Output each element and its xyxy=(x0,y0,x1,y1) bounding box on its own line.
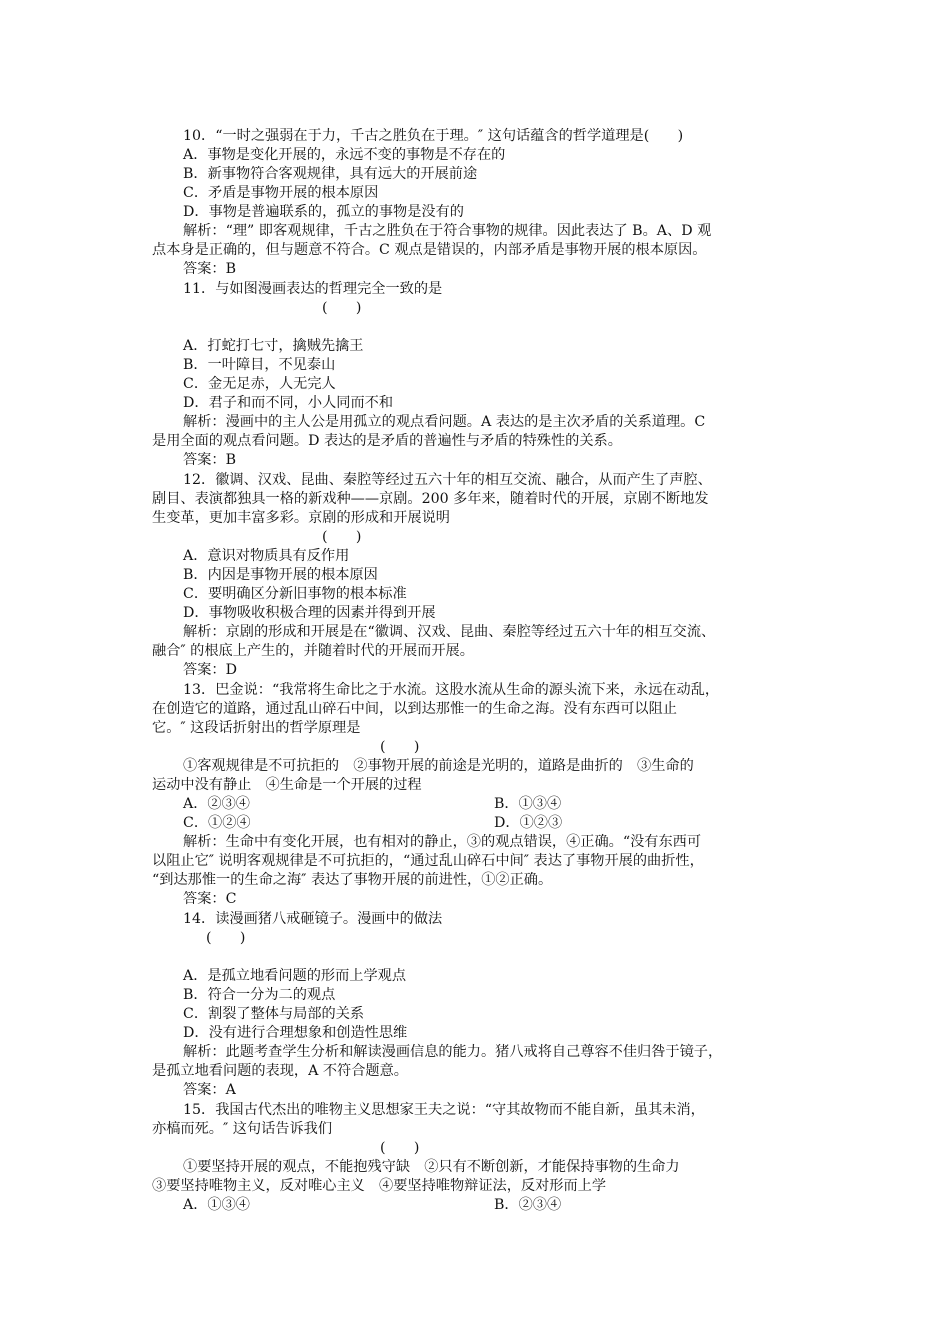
q13-stem-line: 13．巴金说：“我常将生命比之于水流。这股水流从生命的源头流下来，永远在动乱， xyxy=(183,682,720,698)
q13-analysis-line: 解析：生命中有变化开展，也有相对的静止，③的观点错误，④正确。“没有东西可 xyxy=(183,834,702,850)
q11-analysis-line: 是用全面的观点看问题。D 表达的是矛盾的普遍性与矛盾的特殊性的关系。 xyxy=(152,433,622,449)
q13-analysis-line: “到达那惟一的生命之海″ 表达了事物开展的前进性，①②正确。 xyxy=(152,872,553,888)
q15-statement-line: ①要坚持开展的观点，不能抱残守缺 ②只有不断创新，才能保持事物的生命力 xyxy=(183,1159,680,1175)
q15-option-a: A．①③④ xyxy=(183,1197,250,1213)
q11-option-a: A．打蛇打七寸，擒贼先擒王 xyxy=(183,338,364,354)
q12-option-b: B．内因是事物开展的根本原因 xyxy=(183,567,378,583)
q12-option-d: D．事物吸收积极合理的因素并得到开展 xyxy=(183,605,436,621)
q13-answer-paren: ( ) xyxy=(380,739,420,755)
q11-analysis-line: 解析：漫画中的主人公是用孤立的观点看问题。A 表达的是主次矛盾的关系道理。C xyxy=(183,414,706,430)
q15-stem-line: 亦槁而死。″ 这句话告诉我们 xyxy=(152,1121,333,1137)
q14-option-b: B．符合一分为二的观点 xyxy=(183,987,336,1003)
q11-option-c: C．金无足赤，人无完人 xyxy=(183,376,336,392)
q10-option-b: B．新事物符合客观规律，具有远大的开展前途 xyxy=(183,166,478,182)
q15-stem-line: 15．我国古代杰出的唯物主义思想家王夫之说：“守其故物而不能自新，虽其未消， xyxy=(183,1102,705,1118)
q12-option-c: C．要明确区分新旧事物的根本标准 xyxy=(183,586,407,602)
q12-analysis-line: 融合″ 的根底上产生的，并随着时代的开展而开展。 xyxy=(152,643,474,659)
q10-option-a: A．事物是变化开展的，永远不变的事物是不存在的 xyxy=(183,147,506,163)
q14-option-c: C．割裂了整体与局部的关系 xyxy=(183,1006,365,1022)
q12-option-a: A．意识对物质具有反作用 xyxy=(183,548,350,564)
q14-analysis-line: 解析：此题考查学生分析和解读漫画信息的能力。猪八戒将自己尊容不佳归咎于镜子， xyxy=(183,1044,723,1060)
q13-option-b: B．①③④ xyxy=(494,796,562,812)
q14-analysis-line: 是孤立地看问题的表现，A 不符合题意。 xyxy=(152,1063,408,1079)
q12-stem-line: 12．徽调、汉戏、昆曲、秦腔等经过五六十年的相互交流、融合，从而产生了声腔、 xyxy=(183,472,712,488)
q14-answer: 答案：A xyxy=(183,1082,236,1098)
q13-analysis-line: 以阻止它″ 说明客观规律是不可抗拒的，“通过乱山碎石中间″ 表达了事物开展的曲折性， xyxy=(152,853,704,869)
q15-statement-line: ③要坚持唯物主义，反对唯心主义 ④要坚持唯物辩证法，反对形而上学 xyxy=(152,1178,607,1194)
q11-option-d: D．君子和而不同，小人同而不和 xyxy=(183,395,394,411)
q12-answer: 答案：D xyxy=(183,662,237,678)
q11-answer-paren: ( ) xyxy=(322,300,362,316)
q14-option-d: D．没有进行合理想象和创造性思维 xyxy=(183,1025,408,1041)
q10-option-d: D．事物是普遍联系的，孤立的事物是没有的 xyxy=(183,204,464,220)
q13-option-c: C．①②④ xyxy=(183,815,251,831)
q11-answer: 答案：B xyxy=(183,452,236,468)
q13-answer: 答案：C xyxy=(183,891,237,907)
q14-option-a: A．是孤立地看问题的形而上学观点 xyxy=(183,968,407,984)
q11-option-b: B．一叶障目，不见泰山 xyxy=(183,357,336,373)
q15-answer-paren: ( ) xyxy=(380,1140,420,1156)
q13-option-a: A．②③④ xyxy=(183,796,250,812)
q13-stem-line: 它。″ 这段话折射出的哲学原理是 xyxy=(152,720,361,736)
q12-stem-line: 剧目、表演都独具一格的新戏种——京剧。200 多年来，随着时代的开展，京剧不断地发 xyxy=(152,491,709,507)
q13-statement-line: ①客观规律是不可抗拒的 ②事物开展的前途是光明的，道路是曲折的 ③生命的 xyxy=(183,758,694,774)
q10-stem: 10．“一时之强弱在于力，千古之胜负在于理。″ 这句话蕴含的哲学道理是( ) xyxy=(183,128,684,144)
q12-answer-paren: ( ) xyxy=(322,529,362,545)
q13-statement-line: 运动中没有静止 ④生命是一个开展的过程 xyxy=(152,777,422,793)
q10-answer: 答案：B xyxy=(183,261,236,277)
q10-analysis-line: 点本身是正确的，但与题意不符合。C 观点是错误的，内部矛盾是事物开展的根本原因。 xyxy=(152,242,707,258)
q11-stem: 11．与如图漫画表达的哲理完全一致的是 xyxy=(183,281,443,297)
q12-stem-line: 生变革，更加丰富多彩。京剧的形成和开展说明 xyxy=(152,510,450,526)
q15-option-b: B．②③④ xyxy=(494,1197,562,1213)
q13-option-d: D．①②③ xyxy=(494,815,563,831)
q14-answer-paren: ( ) xyxy=(206,930,246,946)
q13-stem-line: 在创造它的道路，通过乱山碎石中间，以到达那惟一的生命之海。没有东西可以阻止 xyxy=(152,701,677,717)
q14-stem: 14．读漫画猪八戒砸镜子。漫画中的做法 xyxy=(183,911,443,927)
q10-option-c: C．矛盾是事物开展的根本原因 xyxy=(183,185,379,201)
q12-analysis-line: 解析：京剧的形成和开展是在“徽调、汉戏、昆曲、秦腔等经过五六十年的相互交流、 xyxy=(183,624,716,640)
q10-analysis-line: 解析：“理” 即客观规律，千古之胜负在于符合事物的规律。因此表达了 B。A、D 观 xyxy=(183,223,712,239)
